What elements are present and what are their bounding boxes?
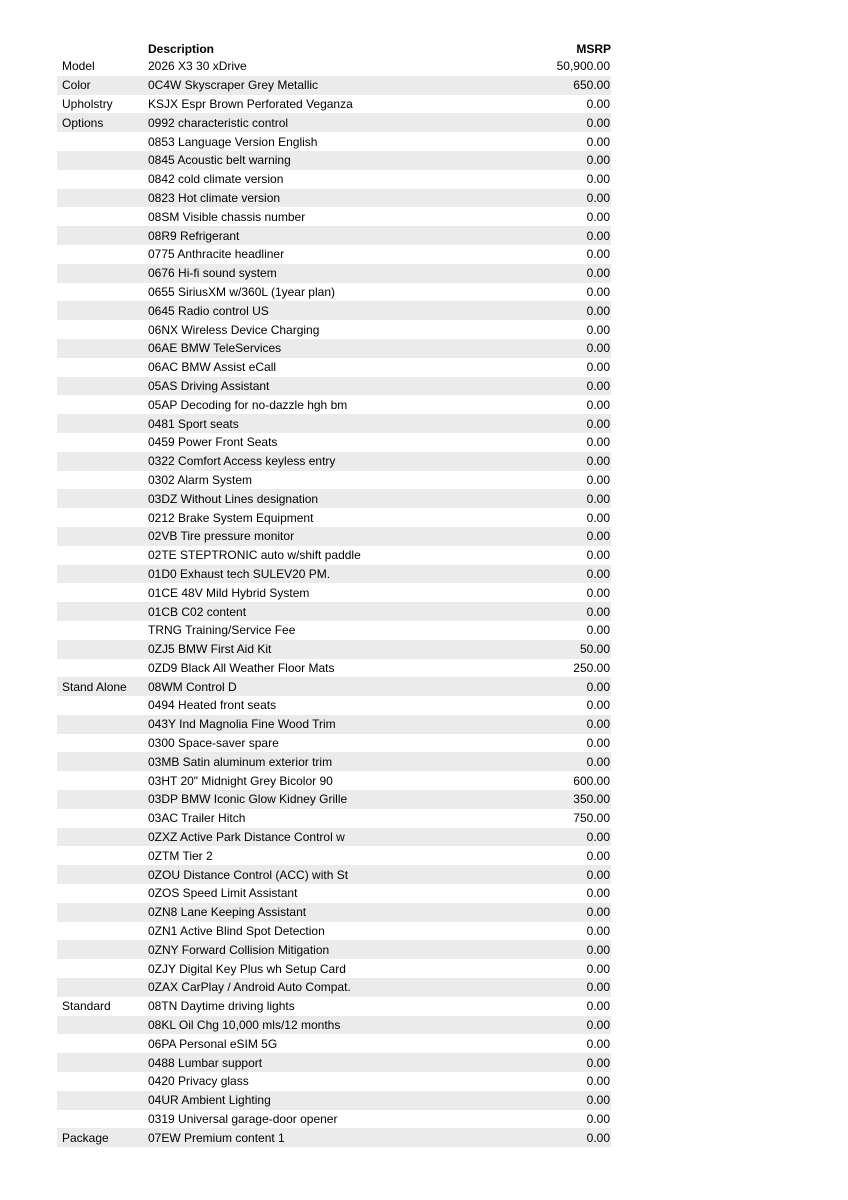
description-cell: 0420 Privacy glass xyxy=(148,1074,249,1089)
msrp-cell: 0.00 xyxy=(586,190,610,205)
category-cell xyxy=(57,790,148,809)
table-row xyxy=(57,1053,611,1072)
category-cell xyxy=(57,546,148,565)
description-cell: 0ZOS Speed Limit Assistant xyxy=(148,886,298,901)
msrp-cell: 0.00 xyxy=(586,266,610,281)
category-cell xyxy=(57,395,148,414)
description-cell: 0481 Sport seats xyxy=(148,416,239,431)
category-cell xyxy=(57,903,148,922)
msrp-cell: 0.00 xyxy=(586,886,610,901)
description-cell: 0488 Lumbar support xyxy=(148,1055,263,1070)
msrp-cell: 0.00 xyxy=(586,322,610,337)
msrp-cell: 0.00 xyxy=(586,717,610,732)
description-cell: 03DZ Without Lines designation xyxy=(148,491,319,506)
msrp-cell: 650.00 xyxy=(573,78,610,93)
category-cell xyxy=(57,752,148,771)
description-cell: 0ZJY Digital Key Plus wh Setup Card xyxy=(148,961,346,976)
category-cell xyxy=(57,339,148,358)
category-cell xyxy=(57,283,148,302)
description-cell: 0ZN1 Active Blind Spot Detection xyxy=(148,924,325,939)
description-cell: 0823 Hot climate version xyxy=(148,190,281,205)
msrp-cell: 0.00 xyxy=(586,96,610,111)
table-row xyxy=(57,828,611,847)
msrp-cell: 0.00 xyxy=(586,585,610,600)
description-cell: 0ZNY Forward Collision Mitigation xyxy=(148,942,330,957)
msrp-cell: 0.00 xyxy=(586,454,610,469)
msrp-cell: 750.00 xyxy=(573,811,610,826)
table-row xyxy=(57,1091,611,1110)
table-row xyxy=(57,132,611,151)
category-cell xyxy=(57,659,148,678)
category-cell xyxy=(57,226,148,245)
table-row xyxy=(57,527,611,546)
category-cell: Standard xyxy=(62,999,111,1014)
description-cell: 07EW Premium content 1 xyxy=(148,1130,285,1145)
msrp-cell: 0.00 xyxy=(586,698,610,713)
table-row xyxy=(57,1072,611,1091)
table-row xyxy=(57,339,611,358)
table-row xyxy=(57,903,611,922)
category-cell xyxy=(57,1072,148,1091)
table-row xyxy=(57,433,611,452)
msrp-cell: 0.00 xyxy=(586,623,610,638)
table-row xyxy=(57,264,611,283)
msrp-cell: 0.00 xyxy=(586,284,610,299)
category-cell xyxy=(57,527,148,546)
table-row xyxy=(57,113,611,132)
msrp-cell: 0.00 xyxy=(586,153,610,168)
category-cell xyxy=(57,414,148,433)
description-cell: 0676 Hi-fi sound system xyxy=(148,266,277,281)
description-cell: 0842 cold climate version xyxy=(148,172,284,187)
table-row xyxy=(57,226,611,245)
category-cell xyxy=(57,828,148,847)
table-row xyxy=(57,865,611,884)
table-row xyxy=(57,207,611,226)
description-cell: 06NX Wireless Device Charging xyxy=(148,322,320,337)
category-cell xyxy=(57,621,148,640)
category-cell xyxy=(57,602,148,621)
msrp-cell: 0.00 xyxy=(586,134,610,149)
description-cell: 0ZD9 Black All Weather Floor Mats xyxy=(148,660,335,675)
description-cell: 01CB C02 content xyxy=(148,604,247,619)
msrp-cell: 250.00 xyxy=(573,660,610,675)
table-row xyxy=(57,978,611,997)
msrp-cell: 0.00 xyxy=(586,1018,610,1033)
msrp-cell: 0.00 xyxy=(586,529,610,544)
table-row xyxy=(57,358,611,377)
table-row xyxy=(57,377,611,396)
msrp-cell: 0.00 xyxy=(586,867,610,882)
description-cell: 08SM Visible chassis number xyxy=(148,209,306,224)
category-cell xyxy=(57,358,148,377)
description-cell: 2026 X3 30 xDrive xyxy=(148,59,247,74)
table-row xyxy=(57,790,611,809)
description-cell: 0ZAX CarPlay / Android Auto Compat. xyxy=(148,980,351,995)
category-cell xyxy=(57,734,148,753)
description-cell: 05AP Decoding for no-dazzle hgh bm xyxy=(148,397,348,412)
category-cell xyxy=(57,132,148,151)
category-cell xyxy=(57,377,148,396)
table-row xyxy=(57,452,611,471)
msrp-cell: 0.00 xyxy=(586,115,610,130)
description-cell: 0459 Power Front Seats xyxy=(148,435,278,450)
category-cell xyxy=(57,959,148,978)
table-row xyxy=(57,621,611,640)
table-row xyxy=(57,95,611,114)
description-cell: 01CE 48V Mild Hybrid System xyxy=(148,585,310,600)
category-cell xyxy=(57,1016,148,1035)
msrp-cell: 0.00 xyxy=(586,848,610,863)
description-cell: TRNG Training/Service Fee xyxy=(148,623,296,638)
category-cell xyxy=(57,320,148,339)
description-cell: 0ZOU Distance Control (ACC) with St xyxy=(148,867,349,882)
msrp-cell: 0.00 xyxy=(586,1130,610,1145)
msrp-cell: 0.00 xyxy=(586,679,610,694)
description-cell: 0300 Space-saver spare xyxy=(148,736,279,751)
description-cell: 08KL Oil Chg 10,000 mls/12 months xyxy=(148,1018,341,1033)
msrp-cell: 0.00 xyxy=(586,905,610,920)
description-cell: 03AC Trailer Hitch xyxy=(148,811,246,826)
msrp-cell: 0.00 xyxy=(586,491,610,506)
table-row xyxy=(57,245,611,264)
table-row xyxy=(57,57,611,76)
msrp-cell: 600.00 xyxy=(573,773,610,788)
description-cell: 06AE BMW TeleServices xyxy=(148,341,282,356)
description-cell: 0845 Acoustic belt warning xyxy=(148,153,291,168)
table-row xyxy=(57,76,611,95)
msrp-cell: 0.00 xyxy=(586,736,610,751)
msrp-cell: 0.00 xyxy=(586,980,610,995)
description-cell: 0319 Universal garage-door opener xyxy=(148,1112,338,1127)
description-cell: 0645 Radio control US xyxy=(148,303,269,318)
category-cell: Stand Alone xyxy=(62,679,127,694)
table-row xyxy=(57,752,611,771)
msrp-cell: 0.00 xyxy=(586,435,610,450)
description-cell: 03MB Satin aluminum exterior trim xyxy=(148,754,333,769)
msrp-cell: 50,900.00 xyxy=(556,59,610,74)
category-cell: Model xyxy=(62,59,95,74)
table-row xyxy=(57,771,611,790)
table-row xyxy=(57,189,611,208)
category-cell xyxy=(57,809,148,828)
table-row xyxy=(57,959,611,978)
category-cell xyxy=(57,565,148,584)
msrp-cell: 50.00 xyxy=(579,642,610,657)
description-cell: 0302 Alarm System xyxy=(148,472,253,487)
table-row xyxy=(57,1034,611,1053)
table-row xyxy=(57,602,611,621)
vehicle-spec-table xyxy=(57,40,611,1147)
msrp-cell: 0.00 xyxy=(586,378,610,393)
category-cell xyxy=(57,1034,148,1053)
table-row xyxy=(57,170,611,189)
table-row xyxy=(57,677,611,696)
msrp-cell: 0.00 xyxy=(586,548,610,563)
category-cell xyxy=(57,433,148,452)
msrp-cell: 0.00 xyxy=(586,397,610,412)
table-row xyxy=(57,640,611,659)
description-cell: 06PA Personal eSIM 5G xyxy=(148,1036,278,1051)
msrp-cell: 0.00 xyxy=(586,209,610,224)
description-cell: 08R9 Refrigerant xyxy=(148,228,240,243)
description-cell: 0775 Anthracite headliner xyxy=(148,247,285,262)
description-cell: 01D0 Exhaust tech SULEV20 PM. xyxy=(148,566,331,581)
table-row xyxy=(57,940,611,959)
description-cell: 05AS Driving Assistant xyxy=(148,378,270,393)
category-cell: Options xyxy=(62,115,104,130)
table-row xyxy=(57,301,611,320)
header-msrp: MSRP xyxy=(576,41,611,56)
category-cell xyxy=(57,922,148,941)
msrp-cell: 0.00 xyxy=(586,961,610,976)
table-row xyxy=(57,922,611,941)
table-row xyxy=(57,565,611,584)
category-cell xyxy=(57,452,148,471)
table-row xyxy=(57,151,611,170)
msrp-cell: 0.00 xyxy=(586,942,610,957)
msrp-cell: 0.00 xyxy=(586,228,610,243)
msrp-cell: 0.00 xyxy=(586,341,610,356)
table-row xyxy=(57,320,611,339)
category-cell xyxy=(57,865,148,884)
category-cell xyxy=(57,771,148,790)
category-cell xyxy=(57,884,148,903)
description-cell: 0ZTM Tier 2 xyxy=(148,848,213,863)
category-cell xyxy=(57,978,148,997)
description-cell: 0C4W Skyscraper Grey Metallic xyxy=(148,78,319,93)
table-row xyxy=(57,395,611,414)
msrp-cell: 0.00 xyxy=(586,360,610,375)
category-cell xyxy=(57,715,148,734)
msrp-cell: 0.00 xyxy=(586,303,610,318)
msrp-cell: 0.00 xyxy=(586,604,610,619)
description-cell: 08WM Control D xyxy=(148,679,237,694)
description-cell: 0992 characteristic control xyxy=(148,115,289,130)
msrp-cell: 350.00 xyxy=(573,792,610,807)
msrp-cell: 0.00 xyxy=(586,1074,610,1089)
msrp-cell: 0.00 xyxy=(586,510,610,525)
table-body xyxy=(57,57,611,1147)
description-cell: 0655 SiriusXM w/360L (1year plan) xyxy=(148,284,335,299)
description-cell: 0853 Language Version English xyxy=(148,134,318,149)
category-cell xyxy=(57,940,148,959)
category-cell xyxy=(57,489,148,508)
table-row xyxy=(57,471,611,490)
category-cell xyxy=(57,508,148,527)
category-cell: Upholstry xyxy=(62,96,113,111)
msrp-cell: 0.00 xyxy=(586,172,610,187)
table-row xyxy=(57,659,611,678)
table-row xyxy=(57,809,611,828)
table-row xyxy=(57,696,611,715)
msrp-cell: 0.00 xyxy=(586,830,610,845)
msrp-cell: 0.00 xyxy=(586,1036,610,1051)
msrp-cell: 0.00 xyxy=(586,1093,610,1108)
description-cell: 03HT 20" Midnight Grey Bicolor 90 xyxy=(148,773,333,788)
category-cell xyxy=(57,245,148,264)
category-cell xyxy=(57,264,148,283)
table-row xyxy=(57,715,611,734)
category-cell xyxy=(57,846,148,865)
msrp-cell: 0.00 xyxy=(586,416,610,431)
table-row xyxy=(57,583,611,602)
msrp-cell: 0.00 xyxy=(586,1112,610,1127)
description-cell: 0322 Comfort Access keyless entry xyxy=(148,454,336,469)
description-cell: 06AC BMW Assist eCall xyxy=(148,360,277,375)
table-row xyxy=(57,1110,611,1129)
table-row xyxy=(57,283,611,302)
description-cell: 04UR Ambient Lighting xyxy=(148,1093,271,1108)
description-cell: 03DP BMW Iconic Glow Kidney Grille xyxy=(148,792,348,807)
msrp-cell: 0.00 xyxy=(586,754,610,769)
category-cell xyxy=(57,583,148,602)
category-cell xyxy=(57,207,148,226)
description-cell: 0ZXZ Active Park Distance Control w xyxy=(148,830,345,845)
table-row xyxy=(57,546,611,565)
category-cell xyxy=(57,696,148,715)
category-cell xyxy=(57,1091,148,1110)
table-row xyxy=(57,1128,611,1147)
table-row xyxy=(57,997,611,1016)
msrp-cell: 0.00 xyxy=(586,1055,610,1070)
description-cell: 0494 Heated front seats xyxy=(148,698,277,713)
description-cell: KSJX Espr Brown Perforated Veganza xyxy=(148,96,353,111)
category-cell xyxy=(57,170,148,189)
msrp-cell: 0.00 xyxy=(586,472,610,487)
description-cell: 02TE STEPTRONIC auto w/shift paddle xyxy=(148,548,361,563)
table-row xyxy=(57,846,611,865)
description-cell: 0ZJ5 BMW First Aid Kit xyxy=(148,642,272,657)
category-cell xyxy=(57,189,148,208)
description-cell: 02VB Tire pressure monitor xyxy=(148,529,295,544)
msrp-cell: 0.00 xyxy=(586,924,610,939)
category-cell xyxy=(57,1110,148,1129)
table-row xyxy=(57,489,611,508)
category-cell xyxy=(57,471,148,490)
category-cell: Color xyxy=(62,78,91,93)
table-row xyxy=(57,508,611,527)
msrp-cell: 0.00 xyxy=(586,247,610,262)
table-row xyxy=(57,734,611,753)
table-row xyxy=(57,414,611,433)
table-row xyxy=(57,1016,611,1035)
description-cell: 043Y Ind Magnolia Fine Wood Trim xyxy=(148,717,336,732)
msrp-cell: 0.00 xyxy=(586,566,610,581)
category-cell xyxy=(57,640,148,659)
header-category xyxy=(57,40,148,57)
category-cell: Package xyxy=(62,1130,109,1145)
description-cell: 0ZN8 Lane Keeping Assistant xyxy=(148,905,307,920)
table-row xyxy=(57,884,611,903)
description-cell: 08TN Daytime driving lights xyxy=(148,999,295,1014)
header-description: Description xyxy=(148,41,215,56)
category-cell xyxy=(57,151,148,170)
description-cell: 0212 Brake System Equipment xyxy=(148,510,314,525)
category-cell xyxy=(57,1053,148,1072)
table-header-row xyxy=(57,40,611,57)
msrp-cell: 0.00 xyxy=(586,999,610,1014)
category-cell xyxy=(57,301,148,320)
